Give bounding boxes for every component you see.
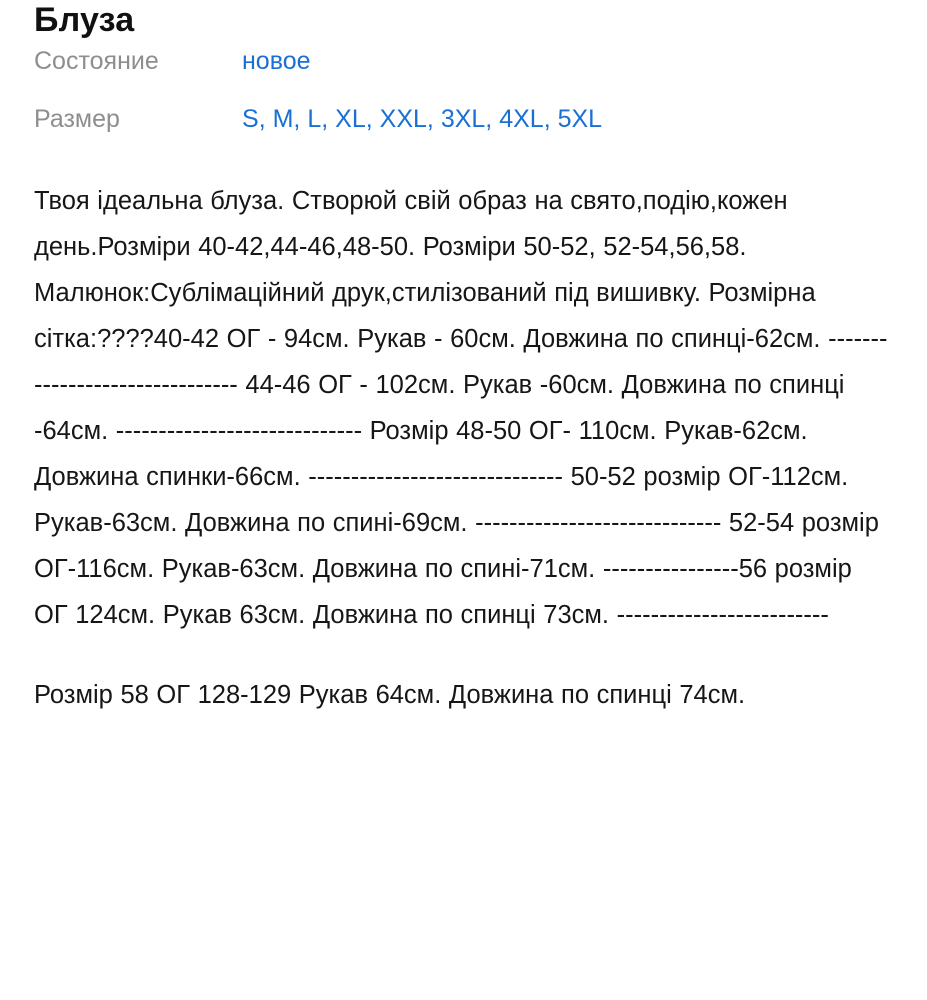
size-option-s[interactable]: S	[242, 105, 259, 133]
description-paragraph-1: Твоя ідеальна блуза. Створюй свій образ на свято,подію,кожен день.Розміри 40-42,44-46,48-50. Розміри 50-52, 52-54,56,58. Малюнок:Сублімаційний друк,стилізований під вишивку. Розмірна сітка:????40-42 ОГ - 94см. Рукав - 60см. Довжина по спинці-62см. ------------------------------- 44-46 ОГ - 102см. Рукав -60см. Довжина по спинці -64см. ----------------------------- Розмір 48-50 ОГ- 110см. Рукав-62см. Довжина спинки-66см. ------------------------------ 50-52 розмір ОГ-112см. Рукав-63см. Довжина по спині-69см. ----------------------------- 52-54 розмір ОГ-116см. Рукав-63см. Довжина по спині-71см. ----------------56 розмір ОГ 124см. Рукав 63см. Довжина по спинці 73см. -------------------------	[34, 187, 888, 629]
size-separator: ,	[365, 105, 380, 133]
size-separator: ,	[258, 105, 273, 133]
size-option-m[interactable]: M	[272, 105, 294, 133]
size-option-l[interactable]: L	[307, 105, 322, 133]
size-option-5xl[interactable]: 5XL	[557, 105, 603, 133]
description-paragraph-2: Розмір 58 ОГ 128-129 Рукав 64см. Довжина по спинці 74см.	[34, 681, 746, 709]
size-separator: ,	[426, 105, 441, 133]
attribute-values-condition	[242, 46, 311, 76]
size-option-xxl[interactable]: XXL	[379, 105, 427, 133]
condition-value-new[interactable]: новое	[242, 47, 311, 75]
size-option-xl[interactable]: XL	[335, 105, 366, 133]
attribute-row-size	[34, 104, 893, 134]
page-title: Блуза	[34, 1, 135, 39]
attribute-label-condition: Состояние	[34, 47, 159, 75]
size-separator: ,	[321, 105, 336, 133]
size-separator: ,	[543, 105, 558, 133]
attribute-label-size: Размер	[34, 105, 120, 133]
size-option-4xl[interactable]: 4XL	[499, 105, 544, 133]
attribute-row-condition	[34, 46, 893, 76]
attribute-list	[34, 46, 893, 134]
product-description	[34, 178, 893, 718]
size-separator: ,	[485, 105, 500, 133]
size-separator: ,	[293, 105, 308, 133]
size-option-3xl[interactable]: 3XL	[440, 105, 486, 133]
attribute-values-size	[242, 104, 602, 134]
